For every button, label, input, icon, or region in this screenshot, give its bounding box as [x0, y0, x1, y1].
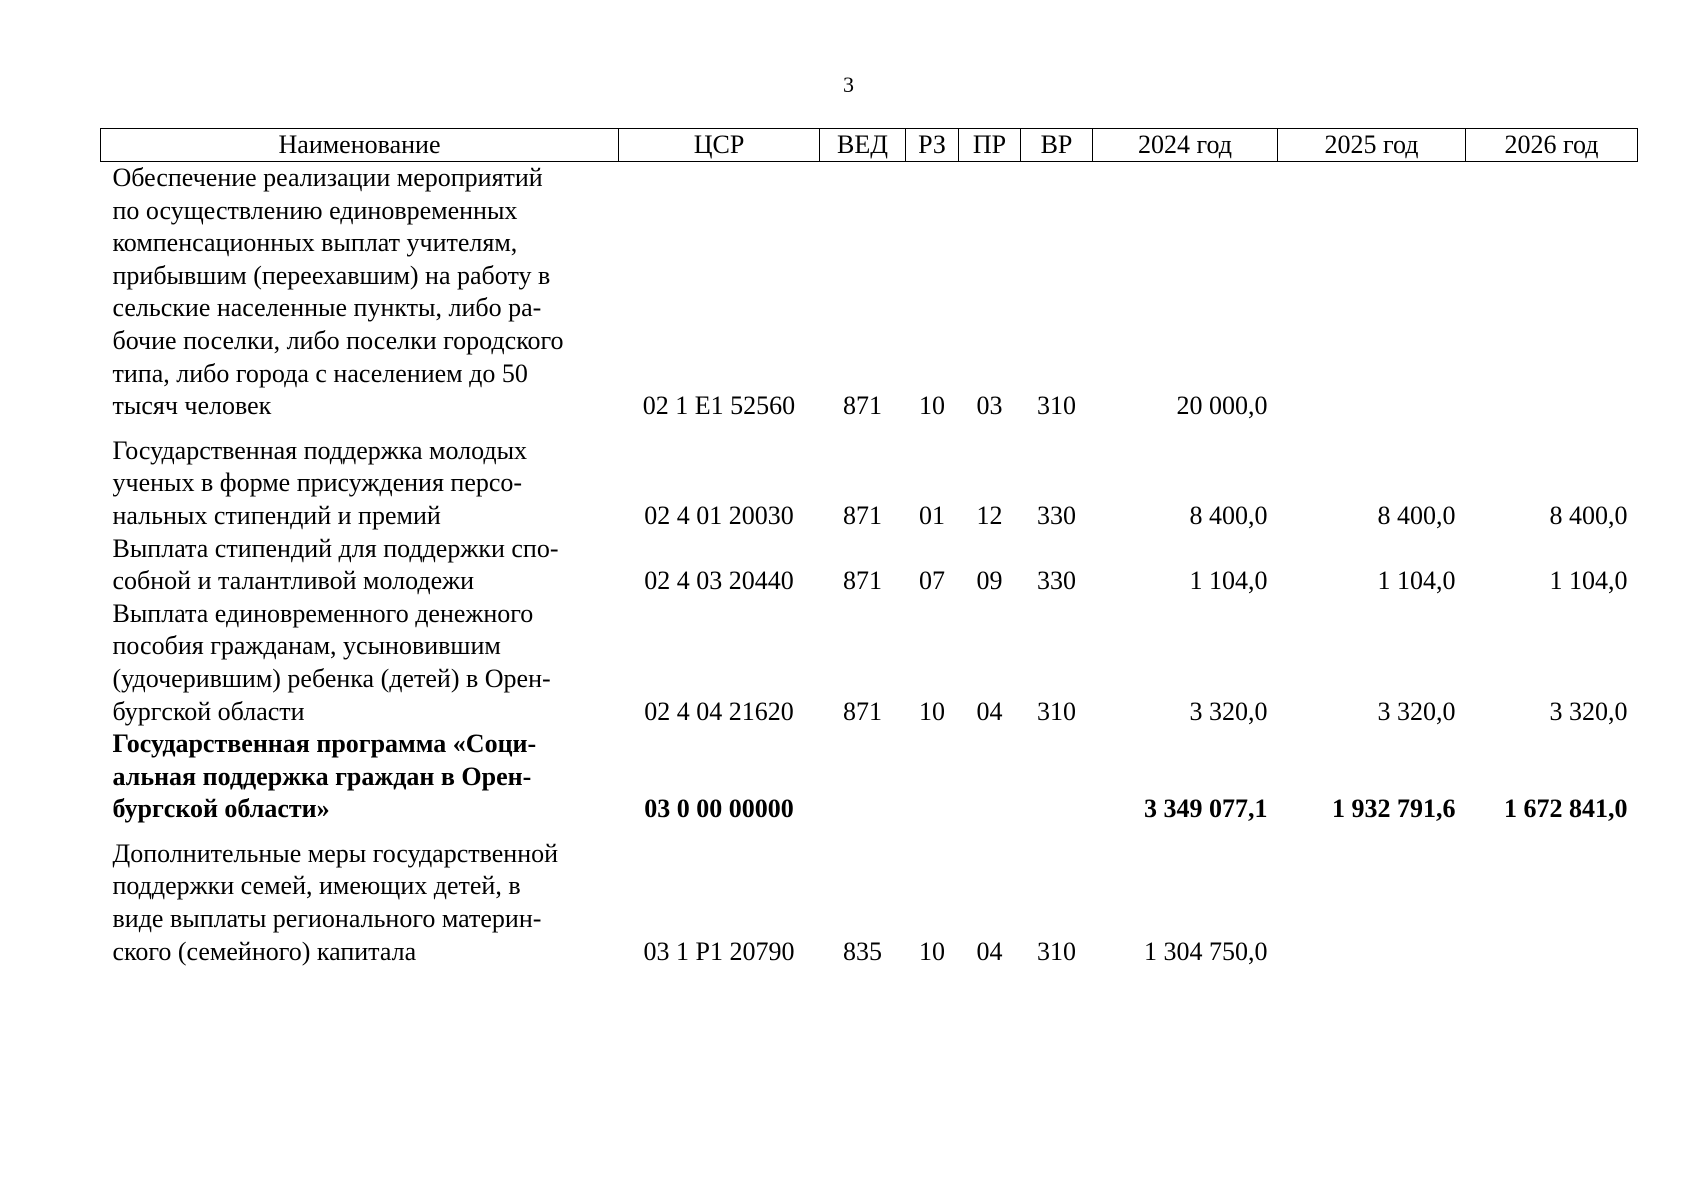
cell-2024: 3 320,0 — [1189, 696, 1268, 726]
cell-rz: 01 — [919, 500, 945, 530]
name-line: бургской области» — [112, 794, 330, 824]
cell-csr: 02 4 03 20440 — [644, 566, 794, 596]
name-line: бургской области — [112, 696, 305, 726]
cell-2026 — [1466, 838, 1638, 968]
cell-csr: 03 1 P1 20790 — [643, 936, 795, 966]
header-pr: ПР — [959, 129, 1021, 162]
cell-vr: 330 — [1037, 500, 1076, 530]
cell-rz: 10 — [919, 696, 945, 726]
cell-rz: 10 — [919, 391, 945, 421]
name-line: Выплата единовременного денежного — [112, 598, 534, 628]
row-name — [101, 838, 619, 968]
name-line: Обеспечение реализации мероприятий — [112, 163, 543, 192]
name-line: виде выплаты регионального материн- — [112, 904, 542, 934]
name-line: Государственная программа «Соци- — [112, 729, 537, 759]
cell-vr: 310 — [1037, 391, 1076, 421]
header-name: Наименование — [101, 129, 619, 162]
cell-csr: 02 4 04 21620 — [644, 696, 794, 726]
table-header-row — [101, 129, 1638, 162]
header-csr: ЦСР — [619, 129, 820, 162]
row-name — [101, 162, 619, 435]
name-line: Выплата стипендий для поддержки спо- — [112, 533, 559, 563]
cell-2026 — [1466, 162, 1638, 435]
page-number: 3 — [843, 72, 854, 97]
cell-ved — [820, 728, 906, 838]
header-vr: ВР — [1021, 129, 1093, 162]
cell-2026: 3 320,0 — [1549, 696, 1628, 726]
table-row — [101, 838, 1638, 968]
name-line: прибывшим (переехавшим) на работу в — [112, 260, 551, 290]
cell-ved: 835 — [843, 936, 882, 966]
name-line: Дополнительные меры государственной — [112, 838, 559, 868]
name-line: тысяч человек — [112, 391, 272, 421]
cell-pr: 04 — [976, 936, 1003, 966]
row-name — [101, 728, 619, 838]
cell-2025: 1 932 791,6 — [1332, 794, 1456, 824]
cell-ved: 871 — [843, 566, 882, 596]
cell-ved: 871 — [843, 696, 882, 726]
cell-2024: 1 104,0 — [1189, 566, 1268, 596]
name-line: компенсационных выплат учителям, — [112, 228, 518, 258]
table-row — [101, 598, 1638, 728]
cell-vr — [1021, 728, 1093, 838]
cell-csr: 02 4 01 20030 — [644, 500, 794, 530]
cell-2026: 1 672 841,0 — [1504, 794, 1628, 824]
cell-pr: 04 — [976, 696, 1003, 726]
cell-2026: 8 400,0 — [1549, 500, 1628, 530]
name-line: альная поддержка граждан в Орен- — [112, 761, 532, 791]
cell-ved: 871 — [843, 500, 882, 530]
name-line: поддержки семей, имеющих детей, в — [112, 871, 521, 901]
cell-2024: 1 304 750,0 — [1144, 936, 1268, 966]
cell-rz: 10 — [919, 936, 945, 966]
name-line: Государственная поддержка молодых — [112, 435, 528, 465]
name-line: сельские населенные пункты, либо ра- — [112, 293, 542, 323]
cell-vr: 310 — [1037, 696, 1076, 726]
cell-2025 — [1278, 162, 1466, 435]
cell-2024: 20 000,0 — [1176, 391, 1268, 421]
budget-table — [100, 128, 1638, 968]
cell-rz: 07 — [919, 566, 945, 596]
cell-pr: 03 — [976, 391, 1003, 421]
name-line: бочие поселки, либо поселки городского — [112, 325, 564, 355]
header-2024: 2024 год — [1093, 129, 1278, 162]
header-2026: 2026 год — [1466, 129, 1638, 162]
header-ved: ВЕД — [820, 129, 906, 162]
cell-csr: 02 1 E1 52560 — [642, 391, 796, 421]
cell-pr: 12 — [976, 500, 1003, 530]
name-line: пособия гражданам, усыновившим — [112, 631, 501, 661]
cell-2026: 1 104,0 — [1549, 566, 1628, 596]
table-row — [101, 533, 1638, 598]
cell-pr: 09 — [976, 566, 1003, 596]
name-line: ученых в форме присуждения персо- — [112, 468, 523, 498]
cell-2024: 3 349 077,1 — [1144, 794, 1268, 824]
header-rz: РЗ — [906, 129, 959, 162]
cell-2025: 1 104,0 — [1377, 566, 1456, 596]
name-line: типа, либо города с населением до 50 — [112, 358, 528, 388]
name-line: (удочерившим) ребенка (детей) в Орен- — [112, 663, 551, 693]
name-line: собной и талантливой молодежи — [112, 566, 474, 596]
name-line: ского (семейного) капитала — [112, 936, 417, 966]
row-name — [101, 435, 619, 533]
cell-pr — [959, 728, 1021, 838]
row-name — [101, 533, 619, 598]
header-2025: 2025 год — [1278, 129, 1466, 162]
table-row — [101, 435, 1638, 533]
cell-2025 — [1278, 838, 1466, 968]
cell-2025: 3 320,0 — [1377, 696, 1456, 726]
cell-2025: 8 400,0 — [1377, 500, 1456, 530]
cell-2024: 8 400,0 — [1189, 500, 1268, 530]
name-line: по осуществлению единовременных — [112, 195, 518, 225]
row-name — [101, 598, 619, 728]
cell-vr: 310 — [1037, 936, 1076, 966]
cell-vr: 330 — [1037, 566, 1076, 596]
name-line: нальных стипендий и премий — [112, 500, 441, 530]
cell-ved: 871 — [843, 391, 882, 421]
cell-rz — [906, 728, 959, 838]
table-row — [101, 162, 1638, 435]
cell-csr: 03 0 00 00000 — [644, 794, 794, 824]
table-row-program-total — [101, 728, 1638, 838]
